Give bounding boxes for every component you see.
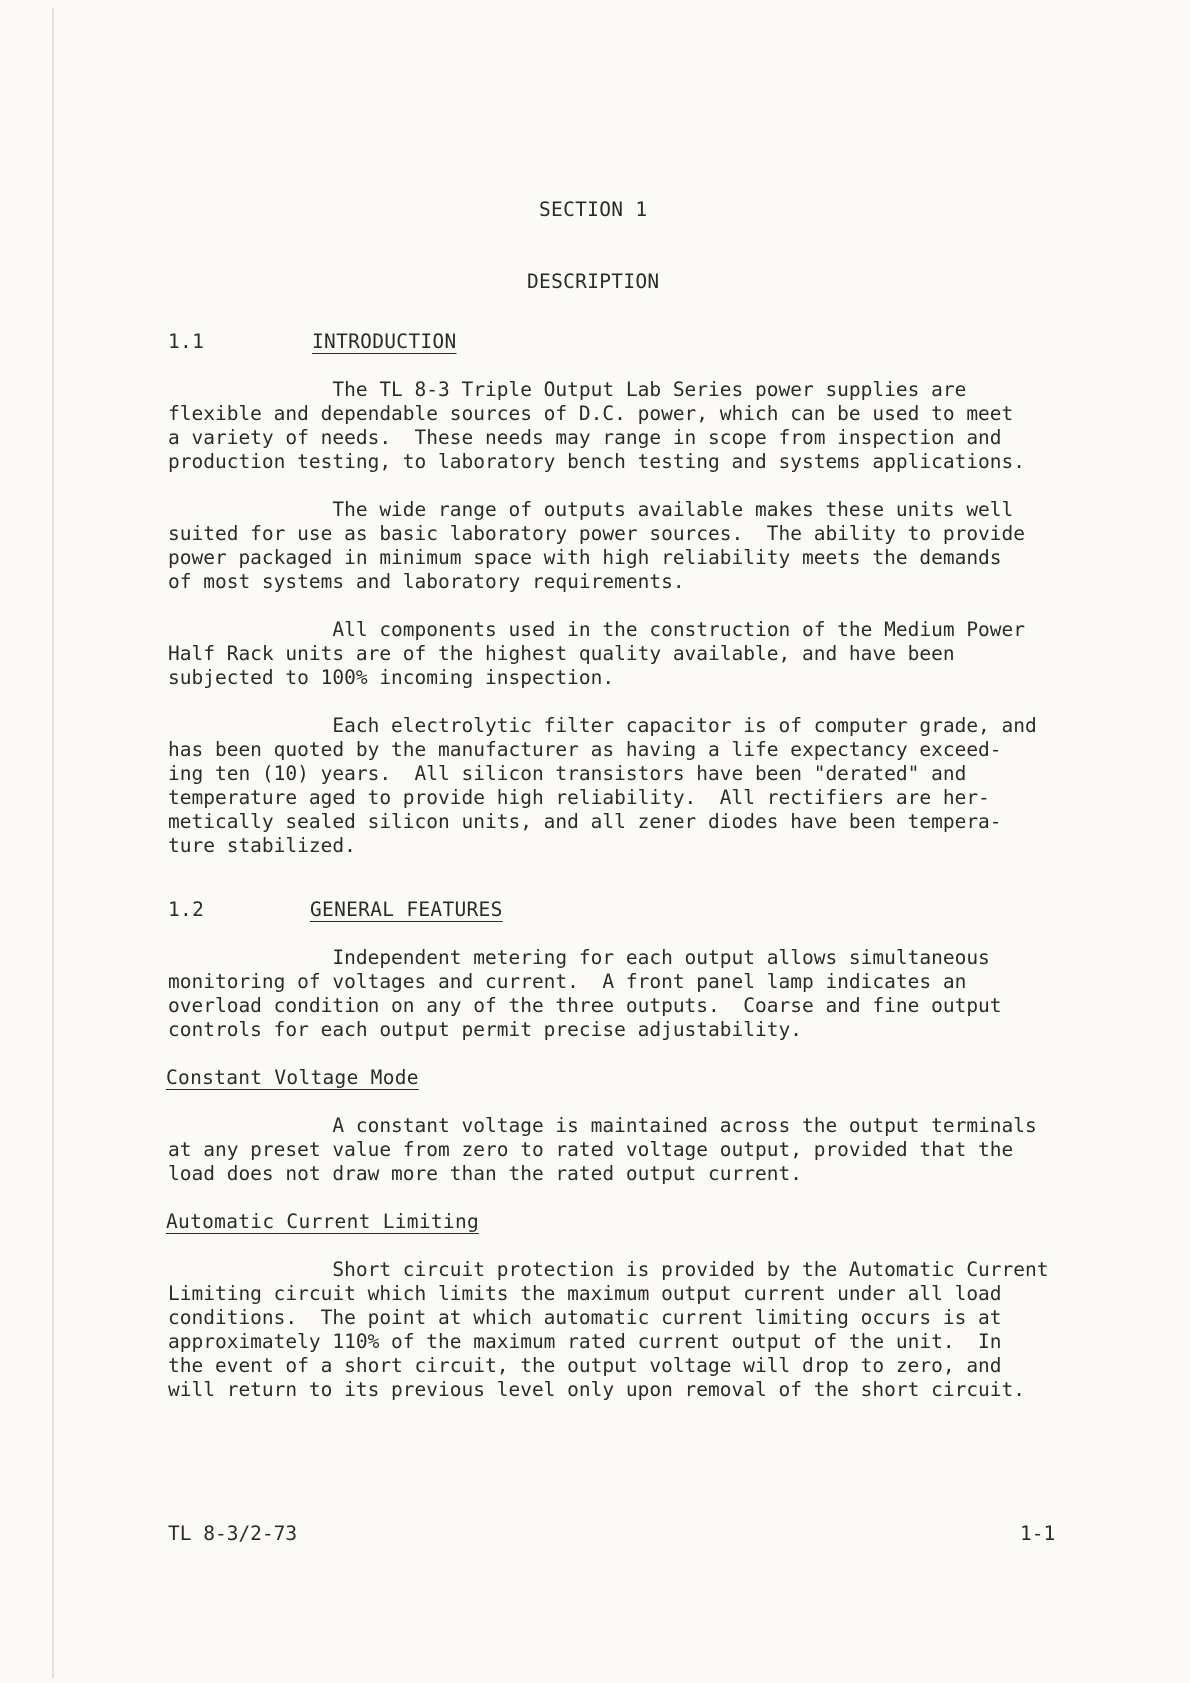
intro-paragraph-1 bbox=[168, 378, 1068, 474]
intro-number: 1.1 bbox=[168, 330, 205, 353]
text-line: production testing, to laboratory bench testing and systems applications. bbox=[168, 450, 1026, 473]
text-line: of most systems and laboratory requirements. bbox=[168, 570, 685, 593]
text-line: Each electrolytic filter capacitor is of computer grade, and bbox=[168, 714, 1037, 737]
text-line: metically sealed silicon units, and all zener diodes have been tempera- bbox=[168, 810, 1002, 833]
text-line: A constant voltage is maintained across the output terminals bbox=[168, 1114, 1037, 1137]
intro-paragraph-3 bbox=[168, 618, 1068, 690]
features-number: 1.2 bbox=[168, 898, 205, 921]
intro-paragraph-2 bbox=[168, 498, 1068, 594]
text-line: suited for use as basic laboratory power sources. The ability to provide bbox=[168, 522, 1026, 545]
footer-page-number: 1-1 bbox=[1020, 1522, 1056, 1545]
text-line: overload condition on any of the three outputs. Coarse and fine output bbox=[168, 994, 1002, 1017]
acl-heading: Automatic Current Limiting bbox=[166, 1210, 480, 1233]
text-line: The wide range of outputs available makes these units well bbox=[168, 498, 1014, 521]
text-line: ing ten (10) years. All silicon transistors have been "derated" and bbox=[168, 762, 967, 785]
text-line: the event of a short circuit, the output voltage will drop to zero, and bbox=[168, 1354, 1002, 1377]
text-line: will return to its previous level only upon removal of the short circuit. bbox=[168, 1378, 1026, 1401]
text-line: controls for each output permit precise adjustability. bbox=[168, 1018, 802, 1041]
intro-paragraph-4 bbox=[168, 714, 1068, 858]
text-line: at any preset value from zero to rated voltage output, provided that the bbox=[168, 1138, 1014, 1161]
features-paragraph bbox=[168, 946, 1068, 1042]
text-line: a variety of needs. These needs may range in scope from inspection and bbox=[168, 426, 1002, 449]
text-line: has been quoted by the manufacturer as having a life expectancy exceed- bbox=[168, 738, 1002, 761]
footer-document-id: TL 8-3/2-73 bbox=[168, 1522, 298, 1545]
text-line: monitoring of voltages and current. A front panel lamp indicates an bbox=[168, 970, 967, 993]
cv-heading: Constant Voltage Mode bbox=[166, 1066, 419, 1089]
intro-heading: INTRODUCTION bbox=[312, 330, 457, 353]
text-line: Short circuit protection is provided by the Automatic Current bbox=[168, 1258, 1049, 1281]
text-line: power packaged in minimum space with high reliability meets the demands bbox=[168, 546, 1002, 569]
text-line: conditions. The point at which automatic current limiting occurs is at bbox=[168, 1306, 1002, 1329]
text-line: load does not draw more than the rated output current. bbox=[168, 1162, 802, 1185]
cv-paragraph bbox=[168, 1114, 1068, 1186]
text-line: Independent metering for each output allows simultaneous bbox=[168, 946, 990, 969]
section-title: DESCRIPTION bbox=[527, 270, 660, 293]
text-line: ture stabilized. bbox=[168, 834, 356, 857]
text-line: flexible and dependable sources of D.C. power, which can be used to meet bbox=[168, 402, 1014, 425]
text-line: The TL 8-3 Triple Output Lab Series power supplies are bbox=[168, 378, 967, 401]
text-line: Half Rack units are of the highest quality available, and have been bbox=[168, 642, 955, 665]
features-heading: GENERAL FEATURES bbox=[310, 898, 503, 921]
acl-paragraph bbox=[168, 1258, 1068, 1402]
text-line: All components used in the construction of the Medium Power bbox=[168, 618, 1026, 641]
section-number: SECTION 1 bbox=[539, 198, 648, 221]
text-line: approximately 110% of the maximum rated current output of the unit. In bbox=[168, 1330, 1002, 1353]
text-line: Limiting circuit which limits the maximum output current under all load bbox=[168, 1282, 1002, 1305]
text-line: temperature aged to provide high reliability. All rectifiers are her- bbox=[168, 786, 990, 809]
text-line: subjected to 100% incoming inspection. bbox=[168, 666, 615, 689]
